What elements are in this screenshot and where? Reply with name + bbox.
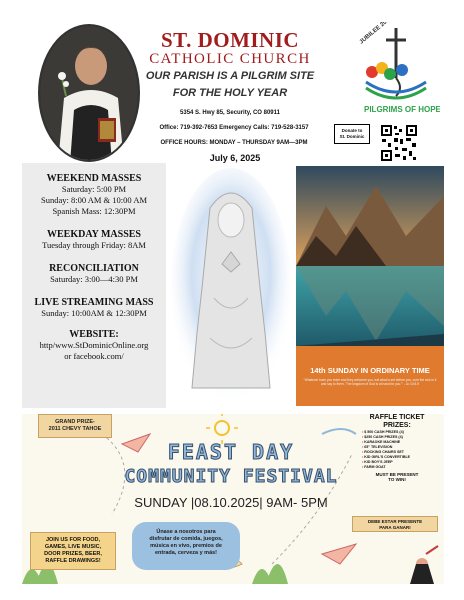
donate-line-1: Donate to (341, 128, 363, 133)
join-line-4: RAFFLE DRAWINGS! (45, 558, 101, 564)
spanish-line-4: entrada, cerveza y más! (154, 550, 218, 556)
jubilee-logo-motto-text: PILGRIMS OF HOPE (364, 105, 440, 114)
saint-statue-image (40, 26, 140, 162)
spanish-invite-box (132, 522, 240, 570)
raffle-heading (352, 414, 442, 430)
mary-statue-image (170, 168, 292, 408)
donate-qr-code[interactable] (380, 124, 418, 162)
list-item: • $ 500 CASH PRIZES (4) (362, 430, 442, 435)
raffle-must-line-1: MUST BE PRESENT (375, 472, 419, 477)
address: 5354 S. Hwy 85, Security, CO 80911 (180, 110, 280, 116)
raffle-prizes-box (352, 414, 442, 514)
qr-code-icon (380, 124, 418, 162)
list-item: • ROCKING CHAIRS SET (362, 450, 442, 455)
jubilee-logo (350, 22, 440, 118)
ordinary-time-quote: "Whatever town you enter and they welcome you, eat what is set before you, cure the sick in it and say to them, 'The kingdom of God is at hand for you.'" - Lk 10:8-9 (303, 378, 437, 387)
raffle-es-line-1: DEBE ESTAR PRESENTE (367, 519, 423, 524)
list-item: • KID GIRL'S CONVERTIBLE (362, 455, 442, 460)
raffle-heading-line-1: RAFFLE TICKET (369, 414, 425, 421)
mass-schedule-panel (22, 163, 166, 408)
pilgrim-tagline (138, 68, 322, 102)
weekend-spanish: Spanish Mass: 12:30PM (52, 206, 136, 216)
raffle-prize-list (352, 430, 442, 470)
raffle-spanish-ribbon (352, 516, 438, 532)
ordinary-time-title: 14th SUNDAY IN ORDINARY TIME (310, 366, 430, 375)
raffle-must-be-present (352, 472, 442, 482)
list-item: • 65" TELEVISION (362, 445, 442, 450)
church-subtitle: CATHOLIC CHURCH (149, 51, 311, 67)
bulletin-date: July 6, 2025 (209, 153, 261, 163)
join-line-1: JOIN US FOR FOOD, (45, 537, 101, 543)
weekend-sunday: Sunday: 8:00 AM & 10:00 AM (40, 195, 148, 205)
list-item: • KID BOY'S JEEP (362, 460, 442, 465)
mary-statue-icon (170, 168, 292, 408)
donate-line-2: St. Dominic (339, 134, 365, 139)
spanish-line-2: disfrutar de comida, juegos, (149, 536, 223, 542)
phone-numbers: Office: 719-392-7653 Emergency Calls: 719-528-3157 (159, 125, 309, 131)
spanish-line-3: música en vivo, premios de (150, 543, 222, 549)
tagline-line-1: OUR PARISH IS A PILGRIM SITE (145, 70, 315, 82)
reconciliation-times: Saturday: 3:00—4:30 PM (50, 274, 138, 284)
grand-prize-line-1: GRAND PRIZE- (55, 419, 95, 425)
weekday-times: Tuesday through Friday: 8AM (42, 240, 146, 250)
festival-title-line-2: COMMUNITY FESTIVAL (124, 466, 338, 487)
jubilee-logo-icon (350, 22, 440, 118)
raffle-heading-line-2: PRIZES: (383, 422, 411, 429)
weekend-masses-heading: WEEKEND MASSES (46, 173, 142, 184)
reconciliation-heading: RECONCILIATION (49, 263, 139, 274)
office-hours: OFFICE HOURS: MONDAY – THURSDAY 9AM—3PM (160, 140, 308, 146)
list-item: • $250 CASH PRIZES (4) (362, 435, 442, 440)
tagline-line-2: FOR THE HOLY YEAR (172, 87, 288, 99)
raffle-es-line-2: PARA GANAR! (379, 525, 411, 530)
festival-date: SUNDAY |08.10.2025| 9AM- 5PM (134, 495, 328, 510)
spanish-line-1: Únase a nosotros para (156, 529, 216, 535)
raffle-must-line-2: TO WIN! (388, 477, 406, 482)
church-title-block (140, 28, 320, 68)
website-heading: WEBSITE: (69, 329, 119, 340)
join-us-box (30, 532, 116, 570)
grand-prize-ribbon (38, 414, 112, 438)
festival-title-line-1: FEAST DAY (167, 440, 295, 464)
ordinary-time-card (296, 166, 444, 406)
facebook-link[interactable]: or facebook.com/ (64, 351, 124, 361)
saint-dominic-portrait (38, 24, 140, 162)
join-line-3: DOOR PRIZES, BEER, (44, 551, 102, 557)
live-streaming-heading: LIVE STREAMING MASS (34, 297, 154, 308)
join-line-2: GAMES, LIVE MUSIC, (44, 544, 102, 550)
jubilee-logo-year-text: JUBILEE 2025 (358, 22, 394, 46)
website-link[interactable]: http/www.StDominicOnline.org (39, 340, 149, 350)
grand-prize-line-2: 2011 CHEVY TAHOE (48, 426, 102, 432)
festival-flyer (22, 414, 444, 584)
weekend-saturday: Saturday: 5:00 PM (61, 184, 127, 194)
list-item: • KARAOKE MACHINE (362, 440, 442, 445)
weekday-masses-heading: WEEKDAY MASSES (46, 229, 141, 240)
donate-label-box (334, 124, 370, 144)
list-item: • FARM GOAT (362, 465, 442, 470)
church-name: ST. DOMINIC (160, 28, 300, 52)
live-streaming-times: Sunday: 10:00AM & 12:30PM (41, 308, 147, 318)
